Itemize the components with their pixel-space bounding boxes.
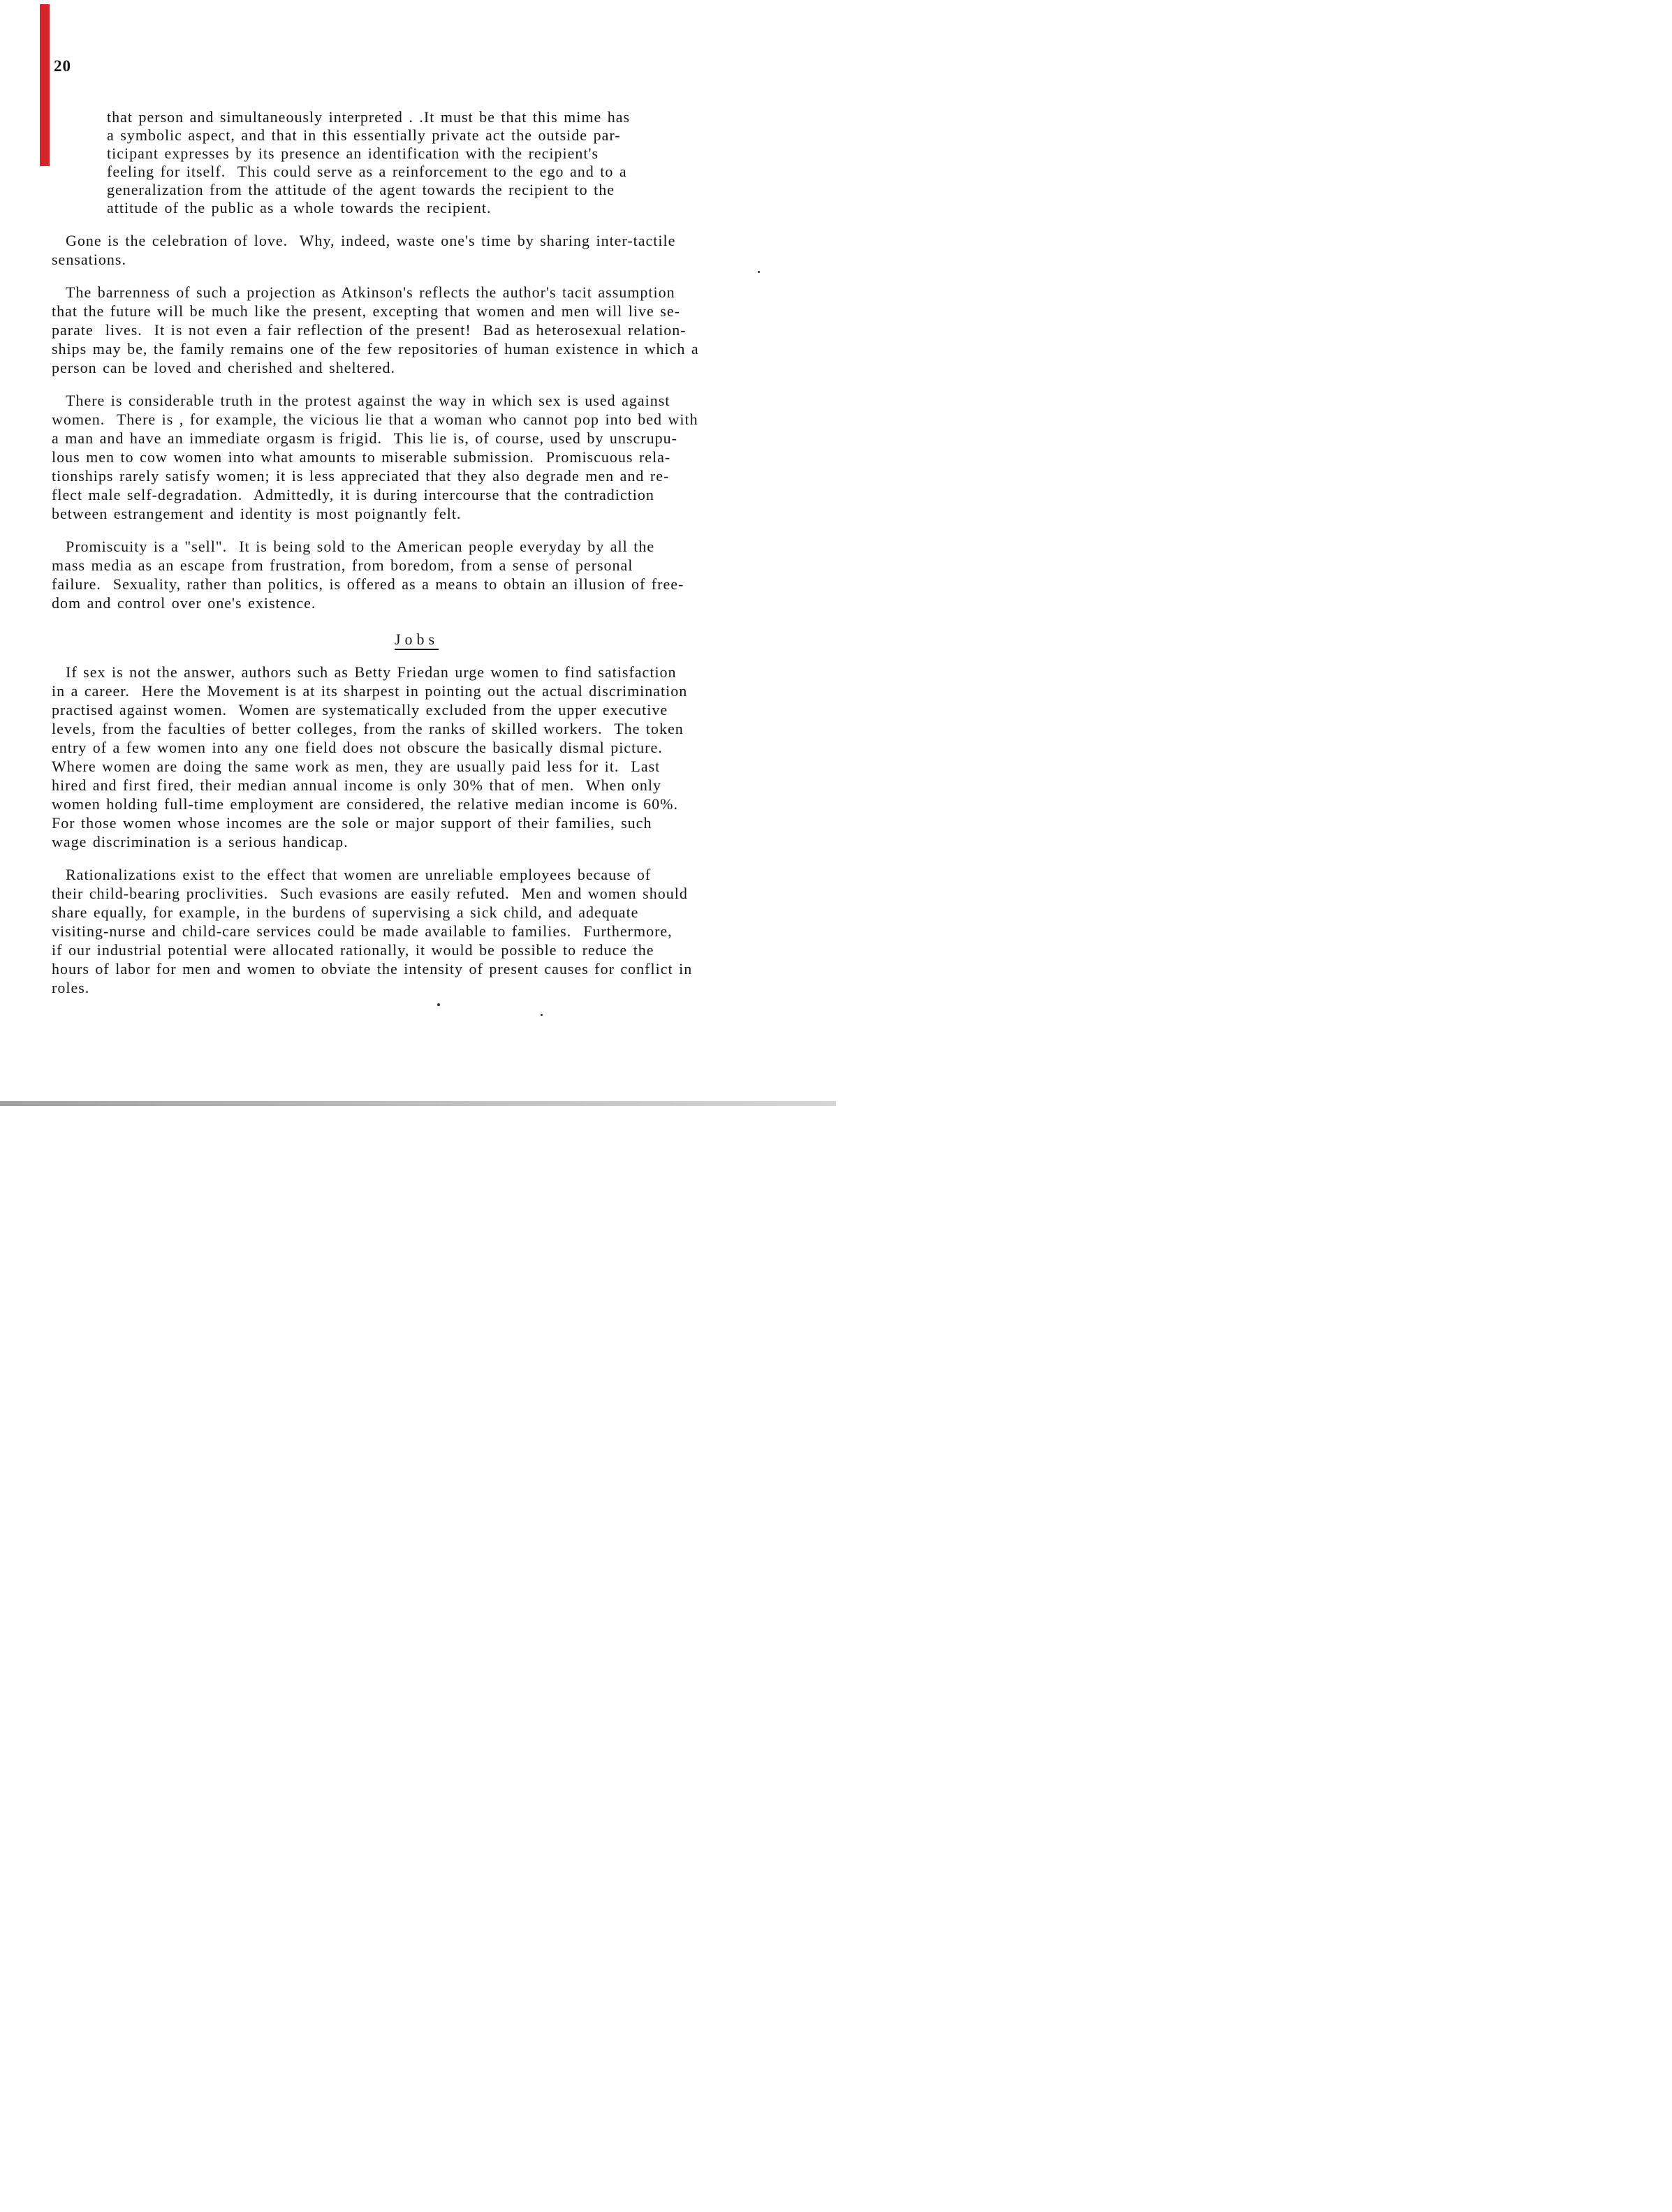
- text-line: wage discrimination is a serious handicap.: [52, 833, 349, 850]
- text-line: lous men to cow women into what amounts to miserable submission. Promiscuous rela-: [52, 448, 671, 466]
- scan-speck: [541, 1014, 543, 1016]
- text-line: flect male self-degradation. Admittedly, it is during intercourse that the contradiction: [52, 486, 654, 503]
- text-line: practised against women. Women are systematically excluded from the upper executive: [52, 701, 668, 718]
- text-line: that the future will be much like the present, excepting that women and men will live se-: [52, 302, 680, 320]
- text-line: Gone is the celebration of love. Why, indeed, waste one's time by sharing inter-tactile: [66, 232, 676, 249]
- text-line: tionships rarely satisfy women; it is less appreciated that they also degrade men and re-: [52, 467, 670, 485]
- paragraph: [52, 865, 782, 997]
- text-line: women holding full-time employment are considered, the relative median income is 60%.: [52, 795, 678, 813]
- text-line: Rationalizations exist to the effect that women are unreliable employees because of: [66, 866, 652, 883]
- text-line: There is considerable truth in the protest against the way in which sex is used against: [66, 392, 670, 409]
- text-line: that person and simultaneously interpreted . .It must be that this mime has: [107, 108, 631, 126]
- text-line: mass media as an escape from frustration, from boredom, from a sense of personal: [52, 556, 633, 574]
- text-line: sensations.: [52, 251, 126, 268]
- document-body: [52, 108, 782, 997]
- text-line: hired and first fired, their median annual income is only 30% that of men. When only: [52, 776, 661, 794]
- scan-speck: [437, 1003, 440, 1006]
- text-line: If sex is not the answer, authors such as Betty Friedan urge women to find satisfaction: [66, 663, 677, 681]
- text-line: levels, from the faculties of better colleges, from the ranks of skilled workers. The token: [52, 720, 684, 737]
- text-line: share equally, for example, in the burdens of supervising a sick child, and adequate: [52, 904, 639, 921]
- scanned-document-page: [0, 0, 836, 1106]
- text-line: person can be loved and cherished and sheltered.: [52, 359, 396, 376]
- text-line: their child-bearing proclivities. Such evasions are easily refuted. Men and women should: [52, 885, 688, 902]
- paragraph: [52, 231, 782, 269]
- text-line: a symbolic aspect, and that in this essentially private act the outside par-: [107, 126, 621, 144]
- text-line: women. There is , for example, the vicious lie that a woman who cannot pop into bed with: [52, 411, 698, 428]
- text-line: feeling for itself. This could serve as a reinforcement to the ego and to a: [107, 163, 627, 180]
- text-line: generalization from the attitude of the agent towards the recipient to the: [107, 181, 615, 198]
- paragraph: [52, 283, 782, 377]
- scan-edge-shadow: [0, 1101, 836, 1106]
- section-heading: [52, 631, 782, 649]
- text-line: parate lives. It is not even a fair reflection of the present! Bad as heterosexual relation-: [52, 321, 687, 339]
- text-line: failure. Sexuality, rather than politics, is offered as a means to obtain an illusion of free-: [52, 575, 684, 593]
- text-line: entry of a few women into any one field does not obscure the basically dismal picture.: [52, 739, 663, 756]
- text-line: hours of labor for men and women to obviate the intensity of present causes for conflict in: [52, 960, 693, 978]
- section-heading-text: Jobs: [394, 631, 439, 648]
- text-line: ships may be, the family remains one of the few repositories of human existence in which a: [52, 340, 699, 357]
- text-line: visiting-nurse and child-care services could be made available to families. Furthermore,: [52, 922, 673, 940]
- red-stamp-mark: [40, 4, 50, 166]
- text-line: if our industrial potential were allocated rationally, it would be possible to reduce the: [52, 941, 654, 959]
- block-quote: [107, 108, 782, 217]
- paragraph: [52, 391, 782, 523]
- scan-speck: [758, 271, 760, 273]
- page-number: 20: [54, 57, 71, 75]
- paragraph: [52, 663, 782, 851]
- text-line: Where women are doing the same work as men, they are usually paid less for it. Last: [52, 758, 661, 775]
- text-line: attitude of the public as a whole towards the recipient.: [107, 199, 492, 216]
- text-line: dom and control over one's existence.: [52, 594, 316, 612]
- text-line: ticipant expresses by its presence an identification with the recipient's: [107, 145, 599, 162]
- text-line: roles.: [52, 979, 90, 996]
- text-line: between estrangement and identity is most poignantly felt.: [52, 505, 462, 522]
- text-line: Promiscuity is a "sell". It is being sold to the American people everyday by all the: [66, 538, 655, 555]
- text-line: For those women whose incomes are the sole or major support of their families, such: [52, 814, 652, 832]
- text-line: in a career. Here the Movement is at its sharpest in pointing out the actual discrimination: [52, 682, 688, 700]
- paragraph: [52, 537, 782, 612]
- text-line: The barrenness of such a projection as Atkinson's reflects the author's tacit assumption: [66, 283, 675, 301]
- text-line: a man and have an immediate orgasm is frigid. This lie is, of course, used by unscrupu-: [52, 429, 677, 447]
